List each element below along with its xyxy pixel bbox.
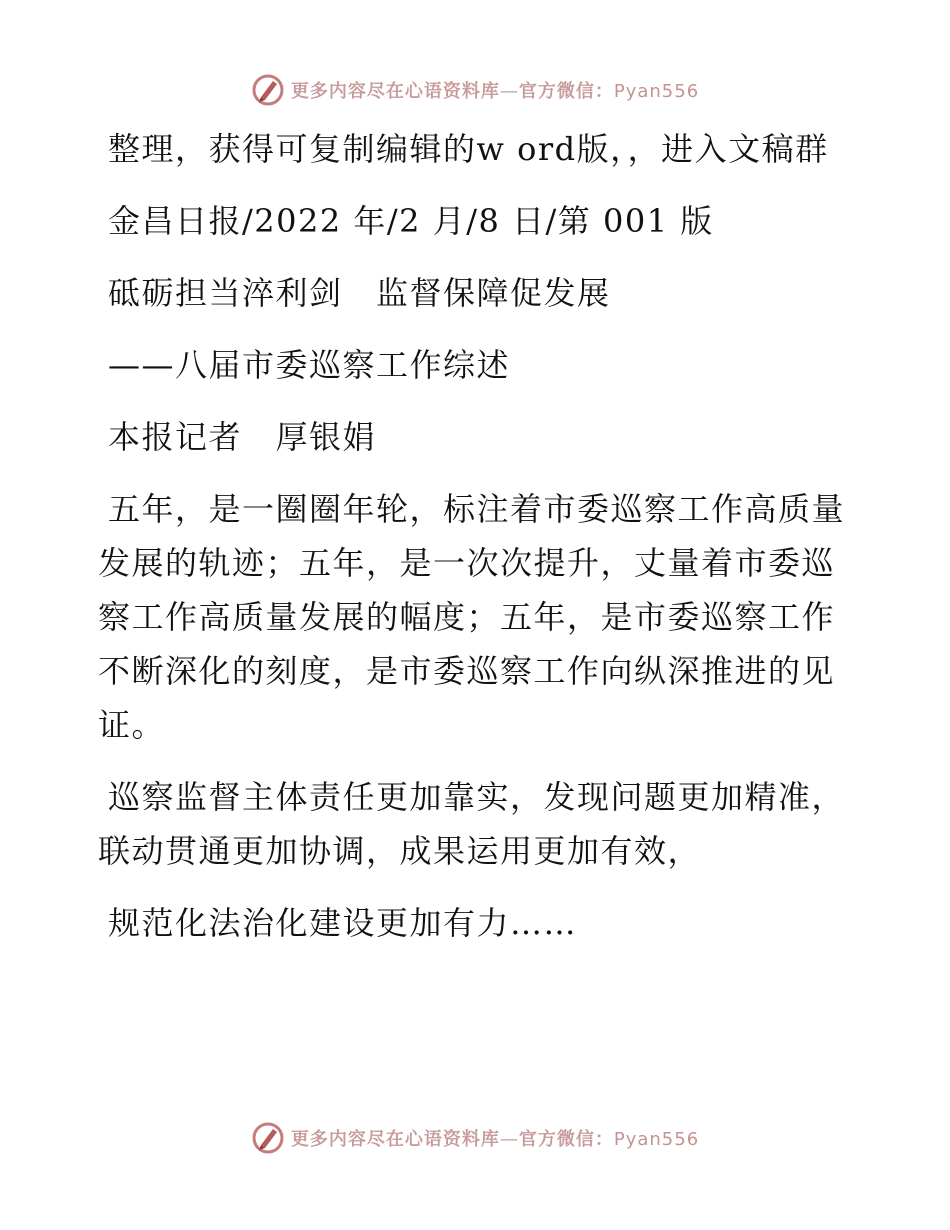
intro-note: 整理，获得可复制编辑的w ord版，，进入文稿群 [108,130,829,168]
watermark-text [291,1125,699,1151]
pen-logo-icon [251,1121,285,1155]
document-body [98,122,858,968]
header-watermark [0,70,950,110]
article-title: 砥砺担当淬利剑 监督保障促发展 [108,274,611,312]
watermark-handle: Pyan556 [613,1129,700,1150]
byline: 本报记者 厚银娟 [108,418,377,456]
watermark-brand: 更多内容尽在心语资料库 [290,81,500,102]
article-subtitle: ——八届市委巡察工作综述 [108,346,511,384]
footer-watermark [0,1118,950,1158]
watermark-text [291,77,699,103]
pen-logo-icon [251,73,285,107]
body-paragraph: 巡察监督主体责任更加靠实，发现问题更加精准，联动贯通更加协调，成果运用更加有效， [98,778,846,870]
watermark-brand: 更多内容尽在心语资料库 [290,1129,500,1150]
body-paragraph: 五年，是一圈圈年轮，标注着市委巡察工作高质量发展的轨迹；五年，是一次次提升，丈量着市委巡察工作高质量发展的幅度；五年，是市委巡察工作不断深化的刻度，是市委巡察工作向纵深推进的见证。 [98,490,846,744]
watermark-official: 官方微信： [518,1129,614,1150]
source-line: 金昌日报/2022 年/2 月/8 日/第 001 版 [108,202,714,240]
body-paragraph: 规范化法治化建设更加有力…… [108,904,578,942]
watermark-handle: Pyan556 [613,81,700,102]
watermark-separator: — [499,81,519,102]
watermark-separator: — [499,1129,519,1150]
watermark-official: 官方微信： [518,81,614,102]
